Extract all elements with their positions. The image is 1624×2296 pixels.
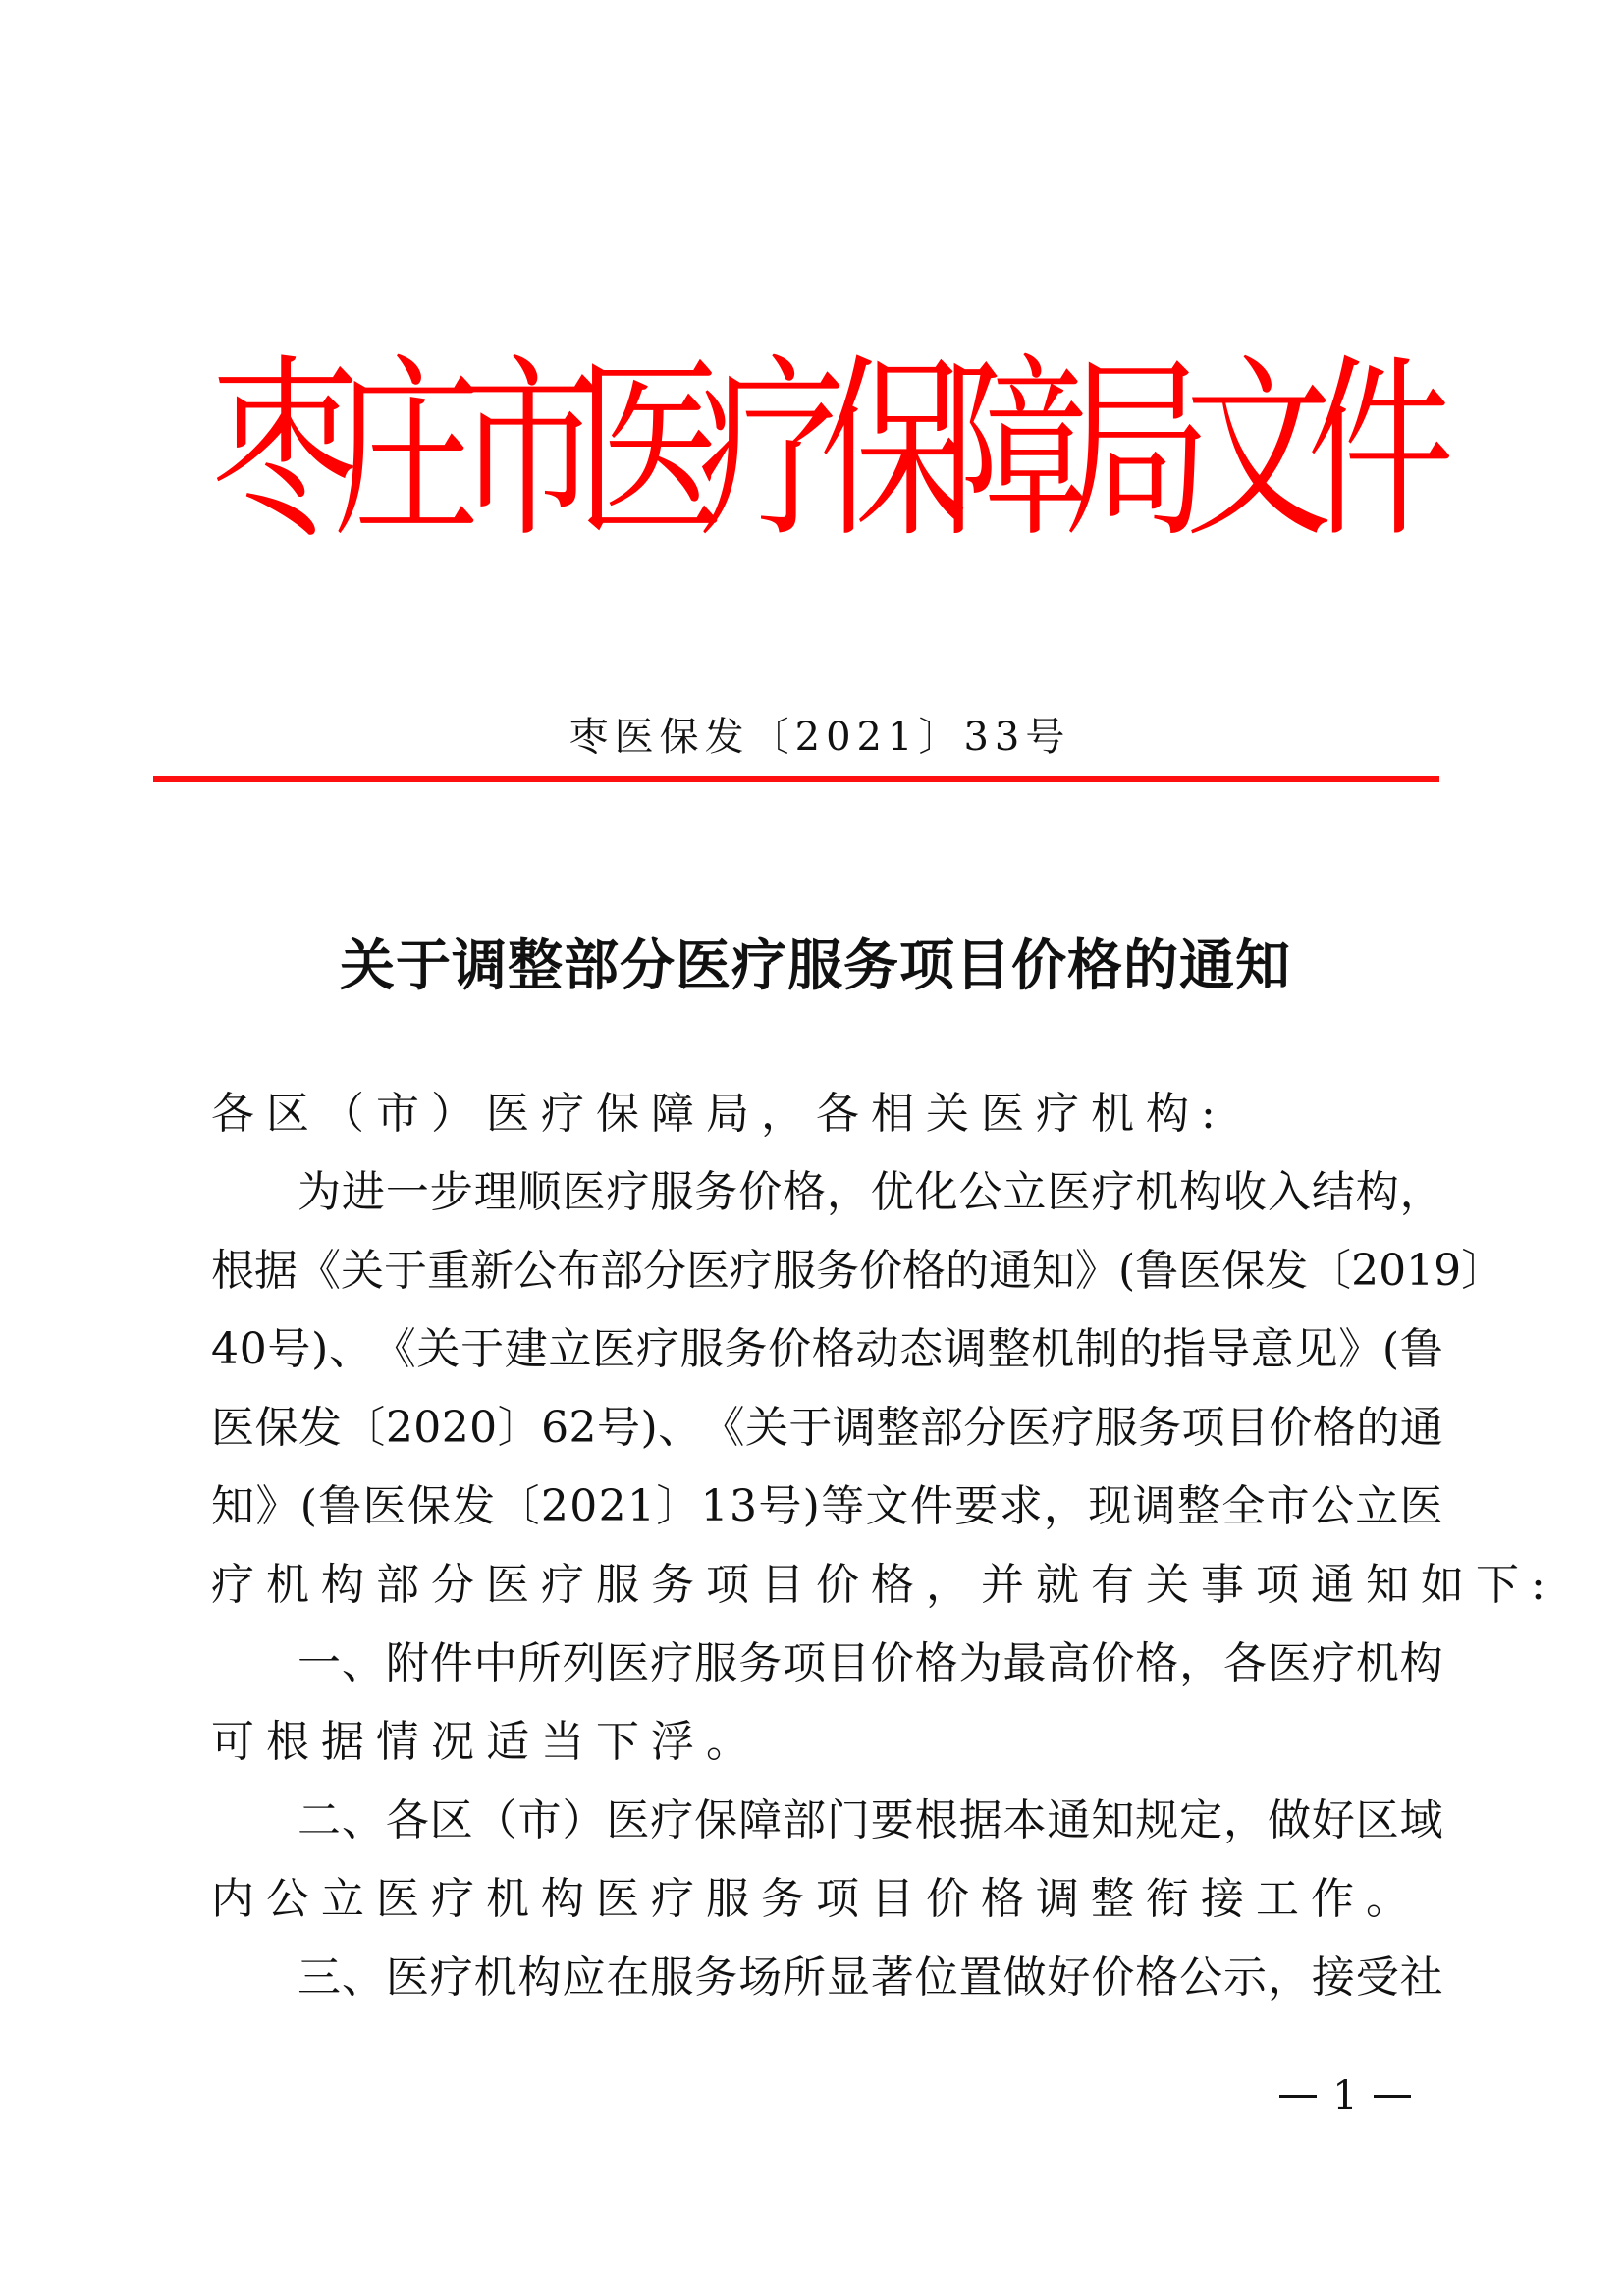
body-line: 为 进 一 步 理 顺 医 疗 服 务 价 格 ， 优 化 公 立 医 疗 机 构 收 入 结 构 ，	[298, 1167, 1443, 1217]
body-line: 医 保 发 〔 2 0 2 0 〕 6 2 号 ) 、 《 关 于 调 整 部 分 医 疗 服 务 项 目 价 格 的 通	[211, 1403, 1443, 1453]
body-line: 可根据情况适当下浮。	[211, 1717, 761, 1767]
masthead-char: 保	[820, 339, 968, 564]
item-two-line: 二 、 各 区 （ 市 ） 医 疗 保 障 部 门 要 根 据 本 通 知 规 定 ， 做 好 区 域	[298, 1795, 1443, 1845]
notice-body	[211, 1075, 1557, 2017]
masthead	[211, 315, 1455, 587]
masthead-char: 医	[576, 339, 725, 564]
item-one-line: 一 、 附 件 中 所 列 医 疗 服 务 项 目 价 格 为 最 高 价 格 ， 各 医 疗 机 构	[298, 1638, 1443, 1688]
masthead-char: 枣	[211, 339, 359, 564]
dash-right	[1374, 2095, 1411, 2098]
masthead-char: 局	[1063, 339, 1212, 564]
salutation-line: 各区（市）医疗保障局，各相关医疗机构:	[211, 1089, 1227, 1139]
masthead-char: 市	[455, 339, 603, 564]
masthead-char: 障	[942, 339, 1090, 564]
dash-left	[1279, 2095, 1317, 2098]
body-line: 疗机构部分医疗服务项目价格，并就有关事项通知如下:	[211, 1560, 1557, 1610]
red-divider-rule	[153, 776, 1439, 782]
body-line: 知 》 ( 鲁 医 保 发 〔 2 0 2 1 〕 1 3 号 ) 等 文 件 要 求 ， 现 调 整 全 市 公 立 医	[211, 1481, 1443, 1531]
body-line: 4 0 号 ) 、 《 关 于 建 立 医 疗 服 务 价 格 动 态 调 整 机 制 的 指 导 意 见 》 ( 鲁	[211, 1324, 1443, 1374]
body-line: 内公立医疗机构医疗服务项目价格调整衔接工作。	[211, 1874, 1421, 1924]
document-number: 枣医保发〔2021〕33号	[568, 714, 1071, 760]
item-three-line: 三 、 医 疗 机 构 应 在 服 务 场 所 显 著 位 置 做 好 价 格 公 示 ， 接 受 社	[298, 1952, 1443, 2002]
notice-title: 关于调整部分医疗服务项目价格的通知	[340, 934, 1291, 998]
page-number	[1267, 2071, 1424, 2120]
page-number-value: 1	[1332, 2073, 1358, 2118]
masthead-char: 疗	[698, 339, 846, 564]
masthead-char: 庄	[333, 339, 481, 564]
masthead-char: 件	[1307, 339, 1455, 564]
body-line: 根 据 《 关 于 重 新 公 布 部 分 医 疗 服 务 价 格 的 通 知 》 ( 鲁 医 保 发 〔 2 0 1 9 〕	[211, 1246, 1505, 1296]
masthead-char: 文	[1185, 339, 1333, 564]
